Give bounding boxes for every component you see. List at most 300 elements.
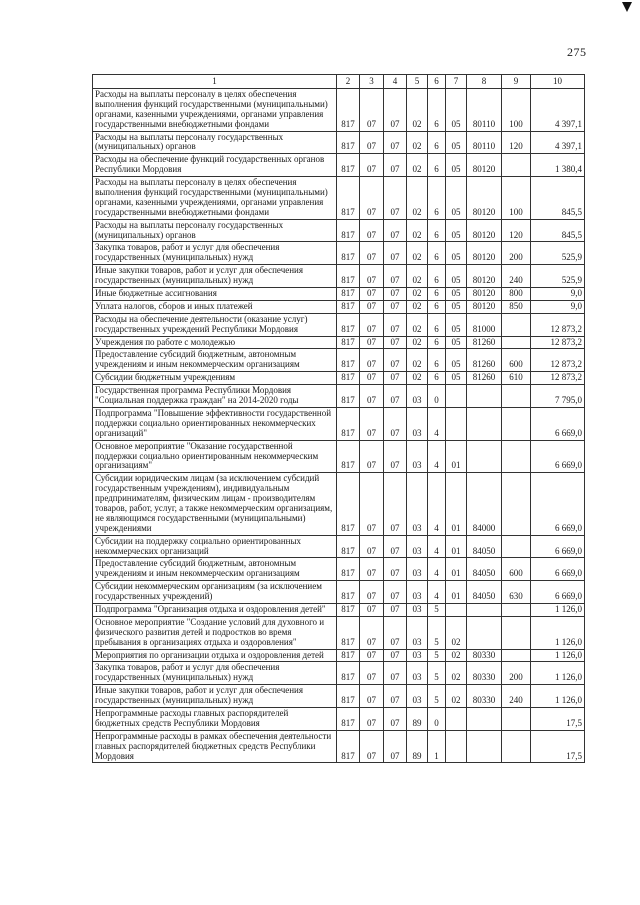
cell-col-section: 07 xyxy=(360,558,384,581)
cell-col-expense-type: 100 xyxy=(502,89,531,132)
cell-col-direction: 84000 xyxy=(467,473,502,535)
table-row xyxy=(93,313,585,336)
cell-col-event xyxy=(446,407,467,440)
cell-col-direction: 84050 xyxy=(467,581,502,604)
cell-col-expense-type: 120 xyxy=(502,131,531,154)
cell-col-grbs: 817 xyxy=(337,603,360,616)
cell-col-section: 07 xyxy=(360,349,384,372)
cell-col-event: 05 xyxy=(446,372,467,385)
cell-col-direction xyxy=(467,707,502,730)
cell-col-expense-type: 610 xyxy=(502,372,531,385)
cell-col-expense-type: 120 xyxy=(502,219,531,242)
cell-col-amount: 12 873,2 xyxy=(531,336,585,349)
cell-col-subsection: 07 xyxy=(384,407,407,440)
cell-col-event: 05 xyxy=(446,154,467,177)
cell-col-program: 02 xyxy=(407,177,428,220)
table-row xyxy=(93,336,585,349)
cell-col-expense-type xyxy=(502,603,531,616)
cell-row-name: Уплата налогов, сборов и иных платежей xyxy=(93,300,337,313)
table-row xyxy=(93,219,585,242)
col-header: 6 xyxy=(428,75,446,89)
table-row xyxy=(93,603,585,616)
cell-row-name: Субсидии некоммерческим организациям (за исключением государственных учреждений) xyxy=(93,581,337,604)
cell-col-amount: 12 873,2 xyxy=(531,349,585,372)
cell-col-program: 02 xyxy=(407,242,428,265)
table-row xyxy=(93,131,585,154)
cell-col-amount: 9,0 xyxy=(531,288,585,301)
cell-col-event: 05 xyxy=(446,219,467,242)
cell-col-section: 07 xyxy=(360,707,384,730)
cell-col-expense-type xyxy=(502,707,531,730)
cell-col-grbs: 817 xyxy=(337,685,360,708)
corner-mark xyxy=(622,2,632,12)
cell-col-subsection: 07 xyxy=(384,265,407,288)
col-header: 1 xyxy=(93,75,337,89)
cell-col-program: 02 xyxy=(407,349,428,372)
cell-col-subsection: 07 xyxy=(384,372,407,385)
cell-col-subsection: 07 xyxy=(384,288,407,301)
cell-col-program: 02 xyxy=(407,219,428,242)
cell-col-amount: 525,9 xyxy=(531,265,585,288)
cell-col-program: 03 xyxy=(407,558,428,581)
table-row xyxy=(93,177,585,220)
cell-col-grbs: 817 xyxy=(337,131,360,154)
cell-col-subprogram: 6 xyxy=(428,313,446,336)
cell-col-event: 01 xyxy=(446,440,467,473)
cell-col-direction: 80120 xyxy=(467,265,502,288)
cell-col-expense-type xyxy=(502,407,531,440)
cell-col-program: 03 xyxy=(407,581,428,604)
cell-col-grbs: 817 xyxy=(337,649,360,662)
cell-col-grbs: 817 xyxy=(337,730,360,763)
cell-col-program: 02 xyxy=(407,300,428,313)
cell-row-name: Расходы на выплаты персоналу государственных (муниципальных) органов xyxy=(93,131,337,154)
col-header: 8 xyxy=(467,75,502,89)
cell-col-section: 07 xyxy=(360,407,384,440)
cell-col-grbs: 817 xyxy=(337,242,360,265)
cell-col-program: 03 xyxy=(407,662,428,685)
cell-col-subprogram: 6 xyxy=(428,288,446,301)
cell-col-section: 07 xyxy=(360,440,384,473)
cell-row-name: Государственная программа Республики Мордовия "Социальная поддержка граждан" на 2014-2020 годы xyxy=(93,385,337,408)
cell-col-section: 07 xyxy=(360,473,384,535)
cell-col-expense-type xyxy=(502,616,531,649)
col-header: 2 xyxy=(337,75,360,89)
cell-col-section: 07 xyxy=(360,662,384,685)
cell-col-subprogram: 5 xyxy=(428,662,446,685)
cell-col-event: 05 xyxy=(446,265,467,288)
cell-col-subsection: 07 xyxy=(384,649,407,662)
cell-col-direction: 80120 xyxy=(467,154,502,177)
cell-col-direction: 84050 xyxy=(467,535,502,558)
cell-col-grbs: 817 xyxy=(337,581,360,604)
cell-col-event: 05 xyxy=(446,177,467,220)
cell-col-subprogram: 5 xyxy=(428,649,446,662)
cell-col-subprogram: 6 xyxy=(428,265,446,288)
cell-col-subprogram: 0 xyxy=(428,707,446,730)
cell-col-section: 07 xyxy=(360,131,384,154)
table-row xyxy=(93,649,585,662)
cell-col-subprogram: 4 xyxy=(428,473,446,535)
cell-col-event: 01 xyxy=(446,581,467,604)
cell-col-amount: 1 126,0 xyxy=(531,662,585,685)
table-row xyxy=(93,407,585,440)
table-row xyxy=(93,265,585,288)
cell-col-subprogram: 6 xyxy=(428,131,446,154)
cell-row-name: Закупка товаров, работ и услуг для обеспечения государственных (муниципальных) нужд xyxy=(93,242,337,265)
cell-col-grbs: 817 xyxy=(337,89,360,132)
cell-col-section: 07 xyxy=(360,300,384,313)
header-row xyxy=(93,75,585,89)
cell-col-program: 03 xyxy=(407,616,428,649)
cell-col-amount: 1 380,4 xyxy=(531,154,585,177)
table-row xyxy=(93,581,585,604)
cell-col-expense-type xyxy=(502,535,531,558)
cell-col-amount: 6 669,0 xyxy=(531,535,585,558)
cell-col-direction: 81260 xyxy=(467,372,502,385)
cell-col-program: 02 xyxy=(407,288,428,301)
cell-col-direction: 80120 xyxy=(467,242,502,265)
cell-row-name: Расходы на выплаты персоналу в целях обеспечения выполнения функций государственными (муниципальными) органами, казенными учреждениями, органами управления государственными внебюджетными фондами xyxy=(93,177,337,220)
cell-col-direction: 80110 xyxy=(467,131,502,154)
cell-row-name: Расходы на обеспечение функций государственных органов Республики Мордовия xyxy=(93,154,337,177)
cell-col-expense-type: 100 xyxy=(502,177,531,220)
cell-col-expense-type: 200 xyxy=(502,242,531,265)
cell-row-name: Субсидии юридическим лицам (за исключением субсидий государственным учреждениям), индивидуальным предпринимателям, физическим лицам - производителям товаров, работ, услуг, а также некоммерческим организациям, не являющимся государственными (муниципальными) учреждениями xyxy=(93,473,337,535)
cell-col-grbs: 817 xyxy=(337,177,360,220)
cell-row-name: Расходы на обеспечение деятельности (оказание услуг) государственных учреждений Республики Мордовия xyxy=(93,313,337,336)
cell-col-section: 07 xyxy=(360,535,384,558)
cell-col-event xyxy=(446,385,467,408)
cell-col-expense-type xyxy=(502,649,531,662)
cell-col-direction xyxy=(467,440,502,473)
cell-row-name: Предоставление субсидий бюджетным, автономным учреждениям и иным некоммерческим организациям xyxy=(93,349,337,372)
cell-col-expense-type xyxy=(502,336,531,349)
cell-col-subprogram: 1 xyxy=(428,730,446,763)
cell-col-grbs: 817 xyxy=(337,616,360,649)
cell-col-grbs: 817 xyxy=(337,300,360,313)
cell-col-amount: 845,5 xyxy=(531,177,585,220)
cell-col-subprogram: 6 xyxy=(428,177,446,220)
col-header: 9 xyxy=(502,75,531,89)
cell-col-event: 02 xyxy=(446,649,467,662)
cell-col-expense-type xyxy=(502,154,531,177)
cell-col-direction: 81260 xyxy=(467,349,502,372)
cell-col-grbs: 817 xyxy=(337,440,360,473)
cell-col-section: 07 xyxy=(360,730,384,763)
cell-col-direction: 80120 xyxy=(467,177,502,220)
cell-col-subsection: 07 xyxy=(384,177,407,220)
cell-col-expense-type: 800 xyxy=(502,288,531,301)
cell-col-expense-type: 630 xyxy=(502,581,531,604)
cell-col-expense-type xyxy=(502,730,531,763)
cell-col-subsection: 07 xyxy=(384,473,407,535)
cell-col-subsection: 07 xyxy=(384,730,407,763)
cell-col-amount: 6 669,0 xyxy=(531,473,585,535)
cell-col-expense-type xyxy=(502,440,531,473)
cell-col-program: 03 xyxy=(407,685,428,708)
cell-col-amount: 6 669,0 xyxy=(531,440,585,473)
cell-row-name: Непрограммные расходы главных распорядителей бюджетных средств Республики Мордовия xyxy=(93,707,337,730)
cell-col-subsection: 07 xyxy=(384,581,407,604)
cell-col-subsection: 07 xyxy=(384,154,407,177)
cell-col-direction: 80120 xyxy=(467,300,502,313)
cell-col-program: 03 xyxy=(407,535,428,558)
cell-col-direction: 80330 xyxy=(467,662,502,685)
cell-col-amount: 4 397,1 xyxy=(531,89,585,132)
cell-col-amount: 525,9 xyxy=(531,242,585,265)
cell-col-section: 07 xyxy=(360,581,384,604)
cell-col-program: 03 xyxy=(407,385,428,408)
table-row xyxy=(93,154,585,177)
cell-col-program: 02 xyxy=(407,336,428,349)
cell-col-direction xyxy=(467,616,502,649)
cell-col-program: 02 xyxy=(407,265,428,288)
cell-col-program: 02 xyxy=(407,313,428,336)
cell-row-name: Подпрограмма "Повышение эффективности государственной поддержки социально ориентированных некоммерческих организаций" xyxy=(93,407,337,440)
cell-col-direction: 81260 xyxy=(467,336,502,349)
cell-col-subsection: 07 xyxy=(384,707,407,730)
cell-col-direction: 80120 xyxy=(467,288,502,301)
cell-col-subsection: 07 xyxy=(384,313,407,336)
cell-col-subsection: 07 xyxy=(384,219,407,242)
cell-col-event: 01 xyxy=(446,535,467,558)
table-row xyxy=(93,385,585,408)
table-row xyxy=(93,685,585,708)
cell-col-direction: 80110 xyxy=(467,89,502,132)
cell-col-program: 02 xyxy=(407,372,428,385)
cell-col-program: 89 xyxy=(407,707,428,730)
cell-col-amount: 6 669,0 xyxy=(531,581,585,604)
cell-col-direction xyxy=(467,407,502,440)
cell-col-subprogram: 4 xyxy=(428,535,446,558)
budget-table xyxy=(92,74,585,763)
cell-col-amount: 4 397,1 xyxy=(531,131,585,154)
cell-row-name: Субсидии бюджетным учреждениям xyxy=(93,372,337,385)
cell-row-name: Расходы на выплаты персоналу в целях обеспечения выполнения функций государственными (муниципальными) органами, казенными учреждениями, органами управления государственными внебюджетными фондами xyxy=(93,89,337,132)
cell-col-subprogram: 4 xyxy=(428,558,446,581)
cell-col-section: 07 xyxy=(360,265,384,288)
cell-row-name: Иные закупки товаров, работ и услуг для обеспечения государственных (муниципальных) нужд xyxy=(93,265,337,288)
cell-col-subprogram: 5 xyxy=(428,616,446,649)
cell-col-section: 07 xyxy=(360,685,384,708)
cell-row-name: Основное мероприятие "Оказание государственной поддержки социально ориентированным некоммерческим организациям" xyxy=(93,440,337,473)
cell-col-program: 03 xyxy=(407,473,428,535)
cell-col-subprogram: 0 xyxy=(428,385,446,408)
cell-col-subsection: 07 xyxy=(384,89,407,132)
cell-col-subsection: 07 xyxy=(384,300,407,313)
page-number: 275 xyxy=(567,45,587,59)
cell-col-direction: 80120 xyxy=(467,219,502,242)
cell-col-subprogram: 6 xyxy=(428,336,446,349)
cell-col-expense-type: 240 xyxy=(502,685,531,708)
cell-row-name: Закупка товаров, работ и услуг для обеспечения государственных (муниципальных) нужд xyxy=(93,662,337,685)
cell-col-program: 02 xyxy=(407,131,428,154)
cell-col-amount: 17,5 xyxy=(531,707,585,730)
cell-row-name: Непрограммные расходы в рамках обеспечения деятельности главных распорядителей бюджетных средств Республики Мордовия xyxy=(93,730,337,763)
cell-col-event: 05 xyxy=(446,313,467,336)
cell-col-section: 07 xyxy=(360,336,384,349)
cell-row-name: Основное мероприятие "Создание условий для духовного и физического развития детей и подростков во время пребывания в организациях отдыха и оздоровления" xyxy=(93,616,337,649)
cell-col-direction xyxy=(467,385,502,408)
cell-col-expense-type: 200 xyxy=(502,662,531,685)
cell-col-grbs: 817 xyxy=(337,407,360,440)
cell-col-amount: 6 669,0 xyxy=(531,407,585,440)
cell-col-grbs: 817 xyxy=(337,265,360,288)
cell-col-event: 05 xyxy=(446,288,467,301)
cell-col-section: 07 xyxy=(360,89,384,132)
table-row xyxy=(93,616,585,649)
cell-col-amount: 12 873,2 xyxy=(531,372,585,385)
cell-col-grbs: 817 xyxy=(337,336,360,349)
cell-col-grbs: 817 xyxy=(337,288,360,301)
cell-col-program: 03 xyxy=(407,603,428,616)
table-row xyxy=(93,558,585,581)
cell-col-event: 05 xyxy=(446,336,467,349)
cell-col-direction xyxy=(467,730,502,763)
cell-col-subsection: 07 xyxy=(384,616,407,649)
cell-col-program: 03 xyxy=(407,407,428,440)
cell-col-section: 07 xyxy=(360,219,384,242)
col-header: 10 xyxy=(531,75,585,89)
cell-col-subprogram: 5 xyxy=(428,603,446,616)
cell-col-section: 07 xyxy=(360,313,384,336)
cell-col-section: 07 xyxy=(360,288,384,301)
cell-col-amount: 1 126,0 xyxy=(531,616,585,649)
cell-col-amount: 9,0 xyxy=(531,300,585,313)
table-row xyxy=(93,473,585,535)
cell-col-expense-type: 850 xyxy=(502,300,531,313)
cell-col-subsection: 07 xyxy=(384,131,407,154)
cell-col-subprogram: 6 xyxy=(428,242,446,265)
table-row xyxy=(93,535,585,558)
table-row xyxy=(93,440,585,473)
cell-col-event: 02 xyxy=(446,616,467,649)
cell-col-amount: 1 126,0 xyxy=(531,649,585,662)
cell-col-section: 07 xyxy=(360,177,384,220)
cell-col-grbs: 817 xyxy=(337,219,360,242)
cell-col-grbs: 817 xyxy=(337,662,360,685)
cell-col-event xyxy=(446,603,467,616)
cell-col-amount: 1 126,0 xyxy=(531,685,585,708)
cell-col-expense-type: 600 xyxy=(502,349,531,372)
cell-col-subprogram: 4 xyxy=(428,407,446,440)
cell-row-name: Предоставление субсидий бюджетным, автономным учреждениям и иным некоммерческим организациям xyxy=(93,558,337,581)
cell-col-direction: 80330 xyxy=(467,685,502,708)
cell-col-grbs: 817 xyxy=(337,313,360,336)
cell-col-amount: 6 669,0 xyxy=(531,558,585,581)
cell-col-subsection: 07 xyxy=(384,440,407,473)
cell-col-section: 07 xyxy=(360,242,384,265)
cell-col-section: 07 xyxy=(360,385,384,408)
cell-col-event: 02 xyxy=(446,662,467,685)
cell-col-subprogram: 6 xyxy=(428,154,446,177)
cell-col-grbs: 817 xyxy=(337,558,360,581)
cell-col-grbs: 817 xyxy=(337,372,360,385)
cell-col-subprogram: 6 xyxy=(428,89,446,132)
cell-col-expense-type xyxy=(502,385,531,408)
cell-col-subsection: 07 xyxy=(384,336,407,349)
cell-col-event: 05 xyxy=(446,349,467,372)
cell-col-subprogram: 6 xyxy=(428,349,446,372)
col-header: 7 xyxy=(446,75,467,89)
cell-col-subsection: 07 xyxy=(384,558,407,581)
cell-col-event: 05 xyxy=(446,300,467,313)
cell-col-subsection: 07 xyxy=(384,685,407,708)
cell-row-name: Подпрограмма "Организация отдыха и оздоровления детей" xyxy=(93,603,337,616)
cell-col-event: 01 xyxy=(446,558,467,581)
table-row xyxy=(93,730,585,763)
cell-col-event: 02 xyxy=(446,685,467,708)
cell-row-name: Мероприятия по организации отдыха и оздоровления детей xyxy=(93,649,337,662)
cell-col-section: 07 xyxy=(360,372,384,385)
cell-col-expense-type: 600 xyxy=(502,558,531,581)
cell-col-subprogram: 6 xyxy=(428,300,446,313)
cell-col-grbs: 817 xyxy=(337,154,360,177)
cell-col-subprogram: 5 xyxy=(428,685,446,708)
cell-col-event xyxy=(446,707,467,730)
cell-col-amount: 7 795,0 xyxy=(531,385,585,408)
cell-row-name: Учреждения по работе с молодежью xyxy=(93,336,337,349)
cell-col-subsection: 07 xyxy=(384,603,407,616)
cell-col-subprogram: 6 xyxy=(428,219,446,242)
table-row xyxy=(93,288,585,301)
cell-col-direction: 81000 xyxy=(467,313,502,336)
cell-col-section: 07 xyxy=(360,603,384,616)
table-row xyxy=(93,300,585,313)
cell-col-direction: 84050 xyxy=(467,558,502,581)
cell-col-grbs: 817 xyxy=(337,385,360,408)
table-row xyxy=(93,707,585,730)
cell-col-grbs: 817 xyxy=(337,535,360,558)
cell-col-subprogram: 4 xyxy=(428,440,446,473)
cell-col-grbs: 817 xyxy=(337,349,360,372)
table-row xyxy=(93,89,585,132)
cell-col-event xyxy=(446,730,467,763)
cell-col-subsection: 07 xyxy=(384,385,407,408)
cell-col-subprogram: 4 xyxy=(428,581,446,604)
cell-col-program: 02 xyxy=(407,154,428,177)
cell-col-amount: 12 873,2 xyxy=(531,313,585,336)
cell-row-name: Субсидии на поддержку социально ориентированных некоммерческих организаций xyxy=(93,535,337,558)
col-header: 3 xyxy=(360,75,384,89)
cell-col-event: 05 xyxy=(446,89,467,132)
cell-col-expense-type: 240 xyxy=(502,265,531,288)
cell-col-program: 02 xyxy=(407,89,428,132)
table-row xyxy=(93,662,585,685)
cell-row-name: Расходы на выплаты персоналу государственных (муниципальных) органов xyxy=(93,219,337,242)
cell-col-direction: 80330 xyxy=(467,649,502,662)
cell-col-program: 89 xyxy=(407,730,428,763)
cell-col-program: 03 xyxy=(407,440,428,473)
cell-row-name: Иные бюджетные ассигнования xyxy=(93,288,337,301)
cell-col-subsection: 07 xyxy=(384,242,407,265)
cell-col-event: 01 xyxy=(446,473,467,535)
cell-col-subsection: 07 xyxy=(384,662,407,685)
table-row xyxy=(93,349,585,372)
cell-col-grbs: 817 xyxy=(337,473,360,535)
cell-col-event: 05 xyxy=(446,131,467,154)
cell-col-subprogram: 6 xyxy=(428,372,446,385)
cell-col-direction xyxy=(467,603,502,616)
table-row xyxy=(93,242,585,265)
cell-col-grbs: 817 xyxy=(337,707,360,730)
cell-col-subsection: 07 xyxy=(384,535,407,558)
cell-col-expense-type xyxy=(502,473,531,535)
cell-col-event: 05 xyxy=(446,242,467,265)
cell-col-section: 07 xyxy=(360,649,384,662)
cell-col-amount: 17,5 xyxy=(531,730,585,763)
